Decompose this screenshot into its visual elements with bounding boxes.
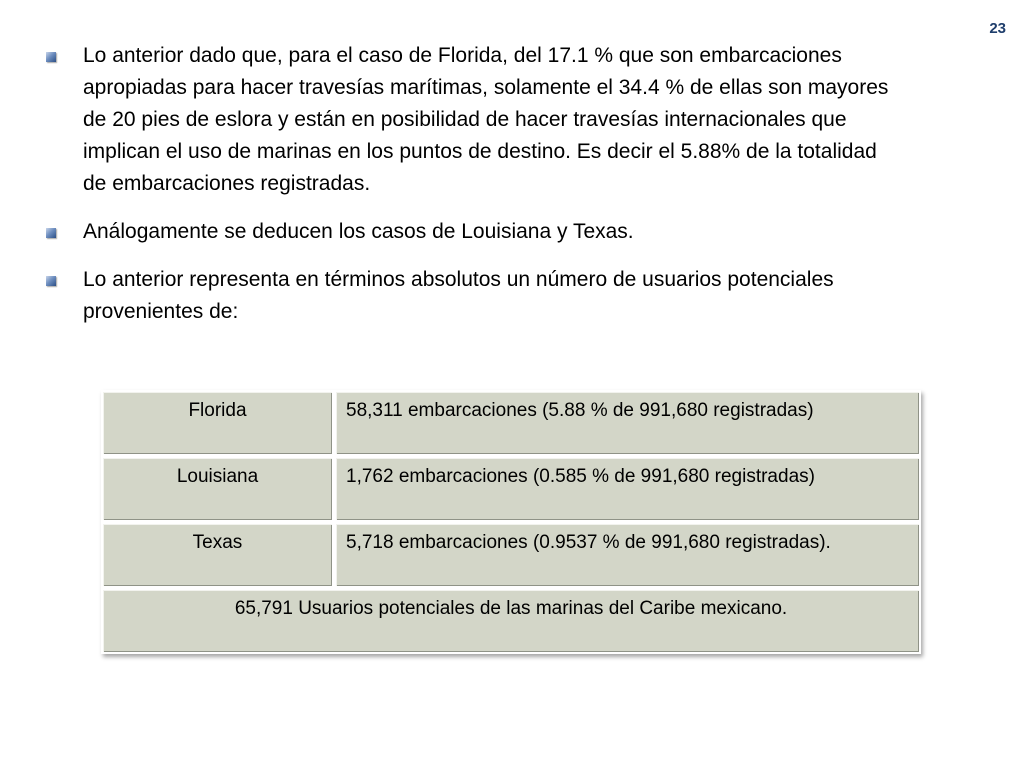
- square-bullet-icon: [46, 52, 56, 62]
- description-cell-louisiana: 1,762 embarcaciones (0.585 % de 991,680 registradas): [334, 456, 921, 522]
- description-cell-texas: 5,718 embarcaciones (0.9537 % de 991,680 registradas).: [334, 522, 921, 588]
- bullet-list: [44, 40, 894, 344]
- table-row: [101, 456, 921, 522]
- table-row: [101, 390, 921, 456]
- bullet-text: Lo anterior dado que, para el caso de Florida, del 17.1 % que son embarcaciones apropiadas para hacer travesías marítimas, solamente el 34.4 % de ellas son mayores de 20 pies de eslora y están en posibilidad de hacer travesías internacionales que implican el uso de marinas en los puntos de destino. Es decir el 5.88% de la totalidad de embarcaciones registradas.: [83, 44, 889, 195]
- state-cell-louisiana: Louisiana: [101, 456, 334, 522]
- table-total-row: [101, 588, 921, 654]
- bullet-text: Lo anterior representa en términos absolutos un número de usuarios potenciales provenientes de:: [83, 268, 834, 323]
- description-cell-florida: 58,311 embarcaciones (5.88 % de 991,680 registradas): [334, 390, 921, 456]
- square-bullet-icon: [46, 228, 56, 238]
- total-cell: 65,791 Usuarios potenciales de las marinas del Caribe mexicano.: [101, 588, 921, 654]
- slide-number: 23: [989, 20, 1006, 37]
- bullet-item: [44, 264, 894, 328]
- data-table: [101, 390, 921, 654]
- bullet-item: [44, 216, 894, 248]
- square-bullet-icon: [46, 276, 56, 286]
- table-row: [101, 522, 921, 588]
- boat-users-table: [101, 390, 921, 654]
- bullet-text: Análogamente se deducen los casos de Louisiana y Texas.: [83, 220, 634, 243]
- state-cell-florida: Florida: [101, 390, 334, 456]
- bullet-item: [44, 40, 894, 200]
- state-cell-texas: Texas: [101, 522, 334, 588]
